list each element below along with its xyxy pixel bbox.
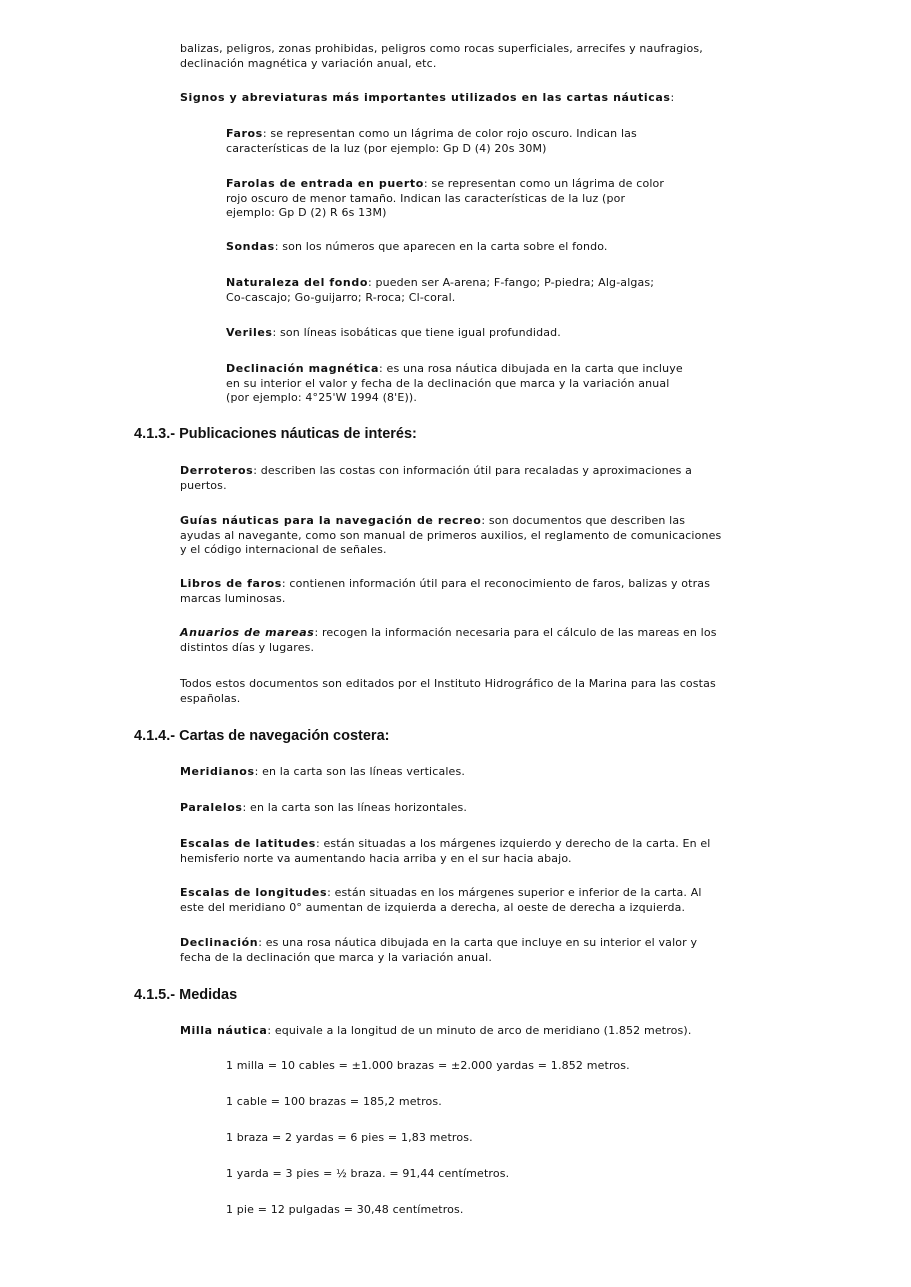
section-heading-4-1-4: 4.1.4.- Cartas de navegación costera:: [134, 728, 390, 744]
equivalence-milla: 1 milla = 10 cables = ±1.000 brazas = ±2.000 yardas = 1.852 metros.: [226, 1059, 630, 1072]
definition-text: : en la carta son las líneas horizontales.: [242, 801, 468, 814]
term-label: Guías náuticas para la navegación de recreo: [180, 514, 482, 527]
signos-heading: [180, 91, 740, 106]
term-label: Derroteros: [180, 464, 254, 477]
definition-text: : equivale a la longitud de un minuto de arco de meridiano (1.852 metros).: [267, 1024, 692, 1037]
term-label: Libros de faros: [180, 577, 282, 590]
term-label: Anuarios de mareas: [180, 626, 315, 639]
publicacion-libros-faros: [180, 577, 720, 606]
intro-paragraph: balizas, peligros, zonas prohibidas, peligros como rocas superficiales, arrecifes y naufragios, declinación magnética y variación anual, etc.: [180, 42, 703, 70]
definition-text: : son los números que aparecen en la carta sobre el fondo.: [274, 240, 608, 253]
definition-text: : están situadas a los márgenes izquierdo y derecho de la carta. En el hemisferio norte va aumentando hacia arriba y en el sur hacia abajo.: [180, 837, 711, 865]
definition-text: : están situadas en los márgenes superior e inferior de la carta. Al este del meridiano 0° aumentan de izquierda a derecha, al oeste de derecha a izquierda.: [180, 886, 702, 914]
carta-meridianos: [180, 765, 740, 780]
definition-text: : se representan como un lágrima de color rojo oscuro de menor tamaño. Indican las características de la luz (por ejemplo: Gp D (2) R 6s 13M): [226, 177, 665, 219]
definition-text: : son documentos que describen las ayudas al navegante, como son manual de primeros auxilios, el reglamento de comunicaciones y el código internacional de señales.: [180, 514, 722, 556]
definition-text: : es una rosa náutica dibujada en la carta que incluye en su interior el valor y fecha de la declinación que marca y la variación anual (por ejemplo: 4°25'W 1994 (8'E)).: [226, 362, 683, 404]
section-heading-4-1-5: 4.1.5.- Medidas: [134, 987, 238, 1003]
equivalence-pie: 1 pie = 12 pulgadas = 30,48 centímetros.: [226, 1203, 464, 1216]
term-label: Escalas de latitudes: [180, 837, 316, 850]
signos-heading-colon: :: [670, 91, 675, 104]
term-label: Faros: [226, 127, 263, 140]
equivalence-braza: 1 braza = 2 yardas = 6 pies = 1,83 metros.: [226, 1131, 473, 1144]
term-label: Veriles: [226, 326, 273, 339]
definition-text: : recogen la información necesaria para el cálculo de las mareas en los distintos días y lugares.: [180, 626, 717, 654]
equivalence-yarda: 1 yarda = 3 pies = ½ braza. = 91,44 centímetros.: [226, 1167, 510, 1180]
carta-escalas-latitudes: [180, 837, 725, 866]
term-label: Meridianos: [180, 765, 255, 778]
carta-escalas-longitudes: [180, 886, 720, 915]
term-label: Sondas: [226, 240, 275, 253]
publicacion-guias-nauticas: [180, 514, 725, 558]
signos-item-naturaleza: [226, 276, 671, 305]
carta-paralelos: [180, 801, 740, 816]
signos-heading-text: Signos y abreviaturas más importantes utilizados en las cartas náuticas: [180, 91, 671, 104]
publicacion-anuarios-mareas: [180, 626, 725, 655]
equivalence-cable: 1 cable = 100 brazas = 185,2 metros.: [226, 1095, 442, 1108]
definition-text: : son líneas isobáticas que tiene igual profundidad.: [272, 326, 561, 339]
signos-item-sondas: [226, 240, 696, 255]
definition-text: : se representan como un lágrima de color rojo oscuro. Indican las características de la luz (por ejemplo: Gp D (4) 20s 30M): [226, 127, 637, 155]
signos-item-veriles: [226, 326, 696, 341]
term-label: Escalas de longitudes: [180, 886, 328, 899]
term-label: Declinación magnética: [226, 362, 380, 375]
definition-text: : en la carta son las líneas verticales.: [254, 765, 465, 778]
definition-text: : describen las costas con información útil para recaladas y aproximaciones a puertos.: [180, 464, 693, 492]
definition-text: : pueden ser A-arena; F-fango; P-piedra; Alg-algas; Co-cascajo; Go-guijarro; R-roca; Cl-coral.: [226, 276, 655, 304]
carta-declinacion: [180, 936, 720, 965]
signos-item-declinacion-magnetica: [226, 362, 688, 406]
publicaciones-note: Todos estos documentos son editados por el Instituto Hidrográfico de la Marina para las costas españolas.: [180, 677, 716, 705]
term-label: Paralelos: [180, 801, 243, 814]
milla-nautica-definition: [180, 1024, 740, 1039]
definition-text: : es una rosa náutica dibujada en la carta que incluye en su interior el valor y fecha de la declinación que marca y la variación anual.: [180, 936, 698, 964]
section-heading-4-1-3: 4.1.3.- Publicaciones náuticas de interés:: [134, 426, 417, 442]
term-label: Farolas de entrada en puerto: [226, 177, 424, 190]
signos-item-faros: [226, 127, 656, 156]
definition-text: : contienen información útil para el reconocimiento de faros, balizas y otras marcas luminosas.: [180, 577, 711, 605]
term-label: Declinación: [180, 936, 259, 949]
term-label: Naturaleza del fondo: [226, 276, 368, 289]
term-label: Milla náutica: [180, 1024, 268, 1037]
publicacion-derroteros: [180, 464, 720, 493]
signos-item-farolas: [226, 177, 666, 221]
